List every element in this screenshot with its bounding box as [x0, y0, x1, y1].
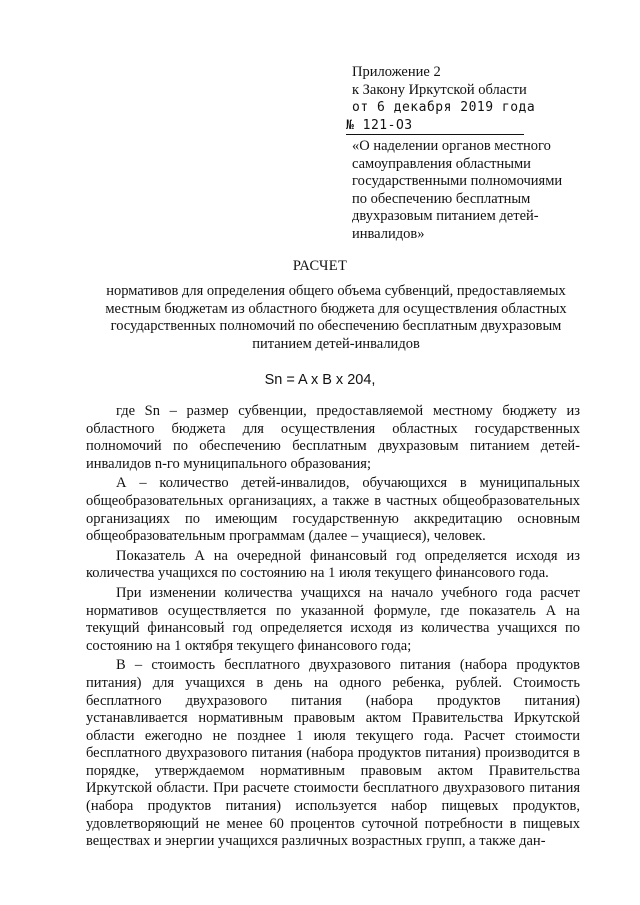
document-subtitle: нормативов для определения общего объема субвенций, предоставляемых местным бюджетам из областного бюджета для осуществления областных государственных полномочий по обеспечению бесплатным двухразовым питанием детей-инвалидов: [105, 283, 567, 352]
calculation-formula: Sn = A x B x 204,: [264, 372, 376, 388]
law-title-line-6: инвалидов»: [352, 225, 425, 242]
paragraph-a-definition: А – количество детей-инвалидов, обучающихся в муниципальных общеобразовательных организациях, а также в частных общеобразовательных организациях по имеющим государственную аккредитацию основным общеобразовательным программам (далее – учащиеся), человек.: [86, 475, 580, 545]
document-body: [86, 403, 580, 853]
law-number: № 121-ОЗ: [346, 117, 524, 136]
law-title-line-2: самоуправления областными: [352, 155, 531, 172]
appendix-header: [346, 64, 584, 243]
paragraph-sn-definition: где Sn – размер субвенции, предоставляемой местному бюджету из областного бюджета для осуществления областных государственных полномочий по обеспечению бесплатным двухразовым питанием детей-инвалидов n-го муниципального образования;: [86, 403, 580, 472]
paragraph-a-annual: Показатель А на очередной финансовый год определяется исходя из количества учащихся по состоянию на 1 июля текущего финансового года.: [86, 547, 580, 582]
paragraph-a-change: При изменении количества учащихся на начало учебного года расчет нормативов осуществляется по указанной формуле, где показатель А на текущий финансовый год определяется исходя из количества учащихся по состоянию на 1 октября текущего финансового года;: [86, 584, 580, 654]
law-reference: к Закону Иркутской области: [352, 81, 527, 98]
law-title-line-5: двухразовым питанием детей-: [352, 208, 539, 224]
law-title-line-4: по обеспечению бесплатным: [352, 190, 531, 207]
law-title-line-3: государственными полномочиями: [352, 173, 563, 189]
law-title-line-1: «О наделении органов местного: [352, 138, 551, 154]
appendix-number: Приложение 2: [352, 64, 441, 80]
law-date: от 6 декабря 2019 года: [352, 100, 536, 115]
paragraph-b-definition: В – стоимость бесплатного двухразового питания (набора продуктов питания) для учащихся в день на одного ребенка, рублей. Стоимость бесплатного двухразового питания (набора продуктов питания) устанавливается нормативным правовым актом Правительства Иркутской области ежегодно не позднее 1 июля текущего года. Расчет стоимости бесплатного двухразового питания (набора продуктов питания) производится в порядке, утверждаемом нормативным правовым актом Правительства Иркутской области. При расчете стоимости бесплатного двухразового питания (набора продуктов питания) используется набор пищевых продуктов, удовлетворяющий не менее 60 процентов суточной потребности в пищевых веществах и энергии учащихся различных возрастных групп, а также дан-: [86, 657, 580, 850]
document-title: РАСЧЕТ: [292, 258, 348, 274]
